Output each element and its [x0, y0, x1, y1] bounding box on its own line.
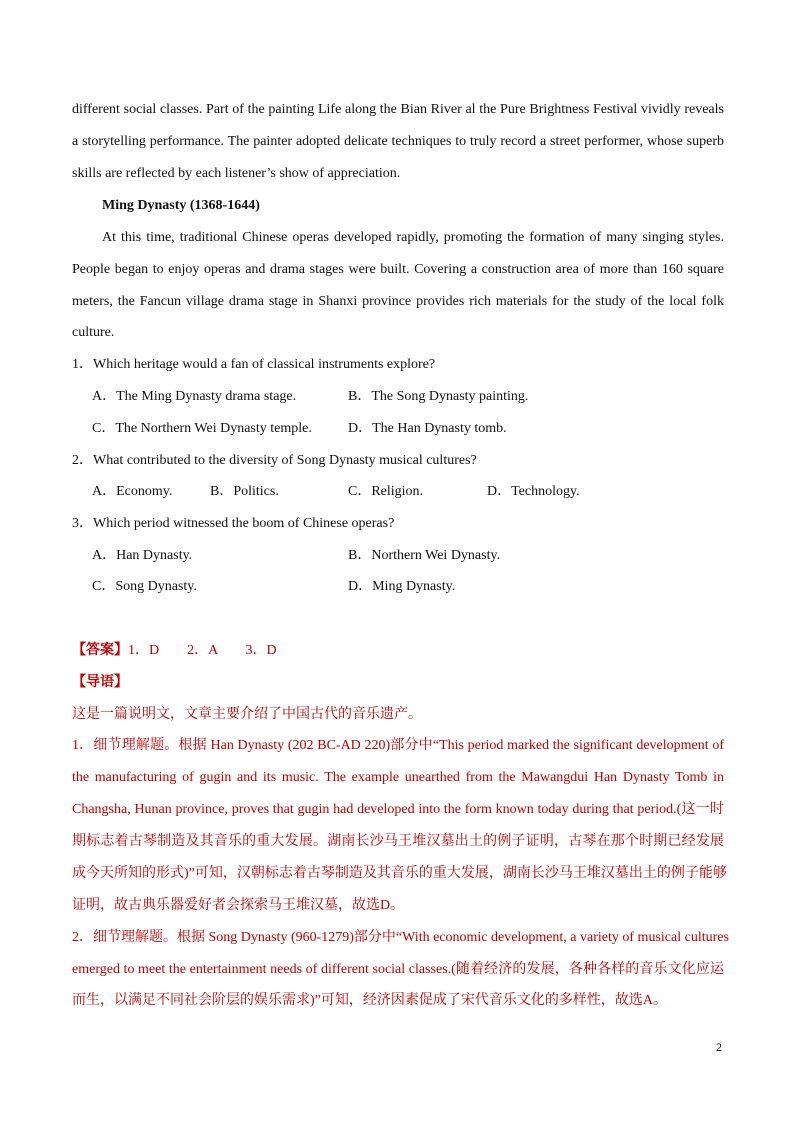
passage-line: a storytelling performance. The painter adopted delicate techniques to truly record a street performer, whose superb — [72, 134, 724, 149]
guide-text: 这是一篇说明文，文章主要介绍了中国古代的音乐遗产。 — [72, 707, 422, 722]
passage-line: At this time, traditional Chinese operas developed rapidly, promoting the formation of many singing styles. — [102, 230, 724, 245]
passage-line: meters, the Fancun village drama stage in Shanxi province provides rich materials for the study of the local folk — [72, 294, 724, 309]
option-d: D．Ming Dynasty. — [348, 579, 456, 594]
option-c: C．Religion. — [348, 484, 424, 499]
explanation-line: emerged to meet the entertainment needs of different social classes.(随着经济的发展，各种各样的音乐文化应运 — [72, 962, 724, 977]
question-stem: 2．What contributed to the diversity of Song Dynasty musical cultures? — [72, 453, 477, 468]
explanation-line: 1．细节理解题。根据 Han Dynasty (202 BC-AD 220)部分中“This period marked the significant development of — [72, 738, 724, 753]
option-a: A．The Ming Dynasty drama stage. — [92, 389, 297, 404]
passage-line: culture. — [72, 325, 115, 340]
explanation-line: 2．细节理解题。根据 Song Dynasty (960-1279)部分中“With economic development, a variety of musical cultures — [72, 930, 729, 945]
guide-label: 【导语】 — [72, 675, 128, 690]
answer-line — [72, 641, 724, 661]
option-a: A．Han Dynasty. — [92, 548, 193, 563]
option-d: D．Technology. — [487, 484, 580, 499]
section-heading-ming: Ming Dynasty (1368-1644) — [102, 198, 260, 213]
explanation-line: 成今天所知的形式)”可知，汉朝标志着古琴制造及其音乐的重大发展，湖南长沙马王堆汉墓出土的例子能够 — [72, 866, 727, 881]
option-b: B．The Song Dynasty painting. — [348, 389, 529, 404]
explanation-line: 而生，以满足不同社会阶层的娱乐需求)”可知，经济因素促成了宋代音乐文化的多样性，故选A。 — [72, 993, 667, 1008]
option-d: D．The Han Dynasty tomb. — [348, 421, 507, 436]
page-number: 2 — [716, 1040, 722, 1054]
explanation-line: 期标志着古琴制造及其音乐的重大发展。湖南长沙马王堆汉墓出土的例子证明，古琴在那个时期已经发展 — [72, 834, 724, 849]
option-c: C．The Northern Wei Dynasty temple. — [92, 421, 312, 436]
passage-line: different social classes. Part of the painting Life along the Bian River al the Pure Brightness Festival vividly reveals — [72, 102, 724, 117]
option-b: B．Politics. — [210, 484, 279, 499]
answer-values: 1．D 2．A 3．D — [128, 643, 277, 658]
explanation-line: Changsha, Hunan province, proves that gugin had developed into the form known today during that period.(这一时 — [72, 802, 724, 817]
question-stem: 1．Which heritage would a fan of classical instruments explore? — [72, 357, 436, 372]
option-c: C．Song Dynasty. — [92, 579, 197, 594]
option-b: B．Northern Wei Dynasty. — [348, 548, 501, 563]
explanation-line: the manufacturing of gugin and its music. The example unearthed from the Mawangdui Han Dynasty Tomb in — [72, 770, 724, 785]
question-stem: 3．Which period witnessed the boom of Chinese operas? — [72, 516, 395, 531]
passage-line: skills are reflected by each listener’s show of appreciation. — [72, 166, 401, 181]
option-a: A．Economy. — [92, 484, 173, 499]
explanation-line: 证明，故古典乐器爱好者会探索马王堆汉墓，故选D。 — [72, 898, 405, 913]
answer-label: 【答案】 — [72, 643, 128, 658]
passage-line: People began to enjoy operas and drama stages were built. Covering a construction area of more than 160 square — [72, 262, 724, 277]
